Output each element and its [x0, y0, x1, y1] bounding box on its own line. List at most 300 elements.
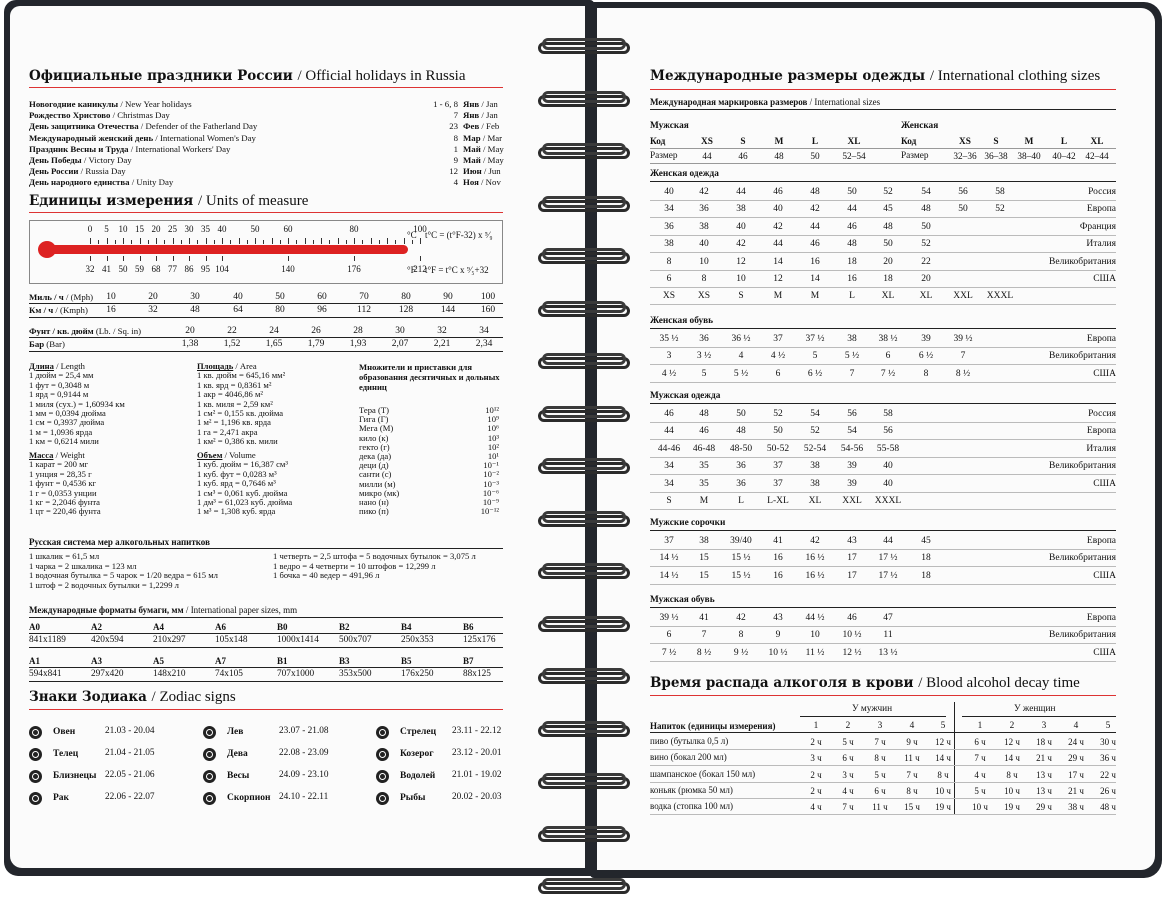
size-value: 14 ½: [659, 570, 679, 581]
divider: [650, 509, 1116, 510]
size-value: 46: [773, 187, 783, 197]
spiral-coil: [538, 301, 630, 321]
size-value: 50: [883, 239, 893, 250]
mph-value: 40: [233, 292, 243, 302]
label-ru: Миль / ч: [29, 292, 64, 302]
men-hours: 12 ч: [935, 737, 951, 747]
spiral-coil: [538, 91, 630, 111]
paper-format: B5: [401, 656, 412, 666]
aries-icon: [29, 726, 42, 739]
marking-code-label: Код: [650, 137, 666, 147]
tick-mark: [263, 240, 264, 244]
divider: [650, 382, 1116, 383]
holiday-month-en: / Mar: [480, 132, 503, 143]
size-value: 56: [847, 409, 857, 419]
women-code: XL: [1090, 137, 1104, 147]
country-label: Италия: [1086, 443, 1116, 454]
coil-loop: [542, 563, 626, 575]
women-hours: 13 ч: [1036, 785, 1052, 796]
women-hours: 19 ч: [1004, 802, 1020, 813]
size-value: 6 ½: [918, 351, 934, 362]
bar-value: 1,38: [181, 339, 199, 349]
kmh-value: 160: [480, 305, 496, 315]
women-hours: 14 ч: [1004, 753, 1020, 764]
prefix-name: Тера (Т): [359, 405, 389, 415]
size-value: 15 ½: [731, 570, 751, 581]
divider: [650, 732, 1116, 733]
size-value: 44: [847, 204, 857, 215]
size-value: 16: [773, 570, 783, 581]
size-value: 56: [883, 426, 893, 437]
divider: [650, 661, 1116, 662]
coil-loop: [542, 721, 626, 733]
prefix-name: пико (п): [359, 506, 389, 517]
zodiac-dates: 24.09 - 23.10: [279, 770, 329, 780]
divider: [650, 457, 1116, 458]
divider: [650, 492, 1116, 493]
psi-value: 32: [437, 326, 447, 336]
area-group-heading-ru: Площадь: [197, 361, 234, 371]
prefix-power: 10¹: [487, 451, 499, 461]
mass-group-line: 1 цт = 220,46 фунта: [29, 506, 101, 517]
size-value: 16: [847, 274, 857, 284]
size-value: S: [738, 291, 744, 302]
size-value: 4: [738, 351, 744, 362]
mph-value: 60: [317, 292, 327, 302]
area-group-line: 1 см² = 0,155 кв. дюйма: [197, 408, 284, 419]
count-header: 5: [940, 721, 946, 731]
size-value: 15: [699, 553, 709, 564]
coil-loop: [542, 143, 626, 155]
size-value: 16: [773, 553, 783, 564]
women-code: L: [1060, 137, 1068, 147]
country-label: Великобритания: [1049, 351, 1116, 362]
drink-name: шампанское (бокал 150 мл): [650, 768, 756, 779]
section-heading: Мужские сорочки: [650, 518, 726, 528]
size-value: 44: [736, 187, 746, 197]
divider: [650, 148, 1116, 149]
prefix-name: дека (да): [359, 451, 392, 461]
size-value: XXL: [842, 496, 862, 506]
men-code: L: [811, 137, 819, 147]
prefix-name: санти (с): [359, 469, 392, 480]
paper-size: 210x297: [153, 635, 186, 645]
men-hours: 3 ч: [842, 769, 854, 780]
holiday-row: [29, 121, 257, 131]
size-value: 5 ½: [844, 351, 860, 362]
divider: [650, 163, 1116, 164]
alcohol-line: 1 шкалик = 61,5 мл: [29, 551, 100, 561]
size-value: 34: [664, 204, 674, 215]
kmh-value: 48: [190, 305, 200, 315]
women-hours: 6 ч: [974, 737, 986, 747]
size-value: 18: [883, 274, 893, 284]
divider: [650, 403, 1116, 404]
prefix-power: 10⁻⁹: [482, 497, 499, 507]
size-value: 36 ½: [731, 334, 751, 344]
zodiac-dates: 23.11 - 22.12: [452, 726, 502, 736]
size-value: 54-56: [840, 443, 864, 454]
country-label: Великобритания: [1049, 461, 1116, 472]
holiday-day: 1 - 6, 8: [433, 99, 458, 109]
size-value: 11: [883, 630, 893, 641]
size-value: 38: [847, 334, 857, 344]
zodiac-dates: 24.10 - 22.11: [279, 792, 329, 802]
holiday-month-en: / Jun: [481, 166, 501, 177]
count-header: 4: [1073, 721, 1079, 731]
size-value: XXXL: [986, 291, 1014, 302]
icon-glyph: [379, 729, 386, 736]
women-hours: 7 ч: [974, 753, 986, 764]
area-group-line: 1 км² = 0,386 кв. мили: [197, 436, 278, 447]
size-value: M: [773, 291, 783, 302]
divider: [650, 328, 1116, 329]
country-label: США: [1093, 368, 1116, 379]
fahrenheit-tick: 32: [85, 264, 95, 274]
mass-group-heading-en: / Weight: [53, 450, 85, 460]
size-value: 7 ½: [880, 368, 896, 379]
women-hours: 36 ч: [1100, 753, 1116, 764]
women-hours: 4 ч: [974, 769, 986, 780]
holiday-name-en: / Unity Day: [129, 177, 174, 188]
psi-value: 30: [395, 326, 405, 336]
women-hours: 13 ч: [1036, 769, 1052, 780]
size-value: 36: [664, 221, 674, 232]
men-header: У мужчин: [852, 704, 893, 714]
size-value: 52: [773, 409, 783, 419]
psi-value: 24: [269, 326, 279, 336]
men-code: S: [740, 137, 746, 147]
coil-loop: [542, 248, 626, 260]
zodiac-name: Козерог: [400, 749, 434, 759]
holiday-month-ru: Ноя: [463, 177, 479, 188]
men-hours: 19 ч: [935, 802, 951, 813]
size-value: 52-54: [803, 443, 827, 454]
mass-group: [29, 451, 101, 517]
tick-mark: [222, 256, 223, 261]
label-ru: Бар: [29, 339, 45, 349]
marking-men-label: Мужская: [650, 121, 689, 131]
prefix-power: 10⁻¹: [483, 460, 499, 471]
zodiac-dates: 23.12 - 20.01: [452, 748, 502, 758]
size-value: 18: [921, 553, 931, 564]
paper-size: 250x353: [401, 635, 434, 645]
paper-size: 105x148: [215, 635, 248, 645]
country-label: США: [1093, 274, 1116, 284]
paper-size: 841x1189: [29, 635, 66, 645]
alcohol-line: 1 штоф = 2 водочных бутылки = 1,2299 л: [29, 579, 179, 590]
size-value: 42: [736, 239, 746, 250]
tick-mark: [148, 240, 149, 244]
icon-glyph: [206, 729, 213, 736]
coil-loop: [542, 826, 626, 838]
psi-value: 26: [311, 326, 321, 336]
zodiac-name: Лев: [227, 727, 244, 737]
size-value: 10: [736, 274, 746, 284]
size-value: 37: [773, 461, 783, 472]
icon-glyph: [379, 773, 386, 780]
divider: [650, 439, 1116, 440]
divider: [650, 549, 1116, 550]
size-value: 42: [736, 613, 746, 623]
prefix-power: 10⁻³: [483, 478, 499, 489]
holiday-month: [463, 144, 504, 154]
paper-format: A4: [153, 622, 164, 632]
length-group-heading-en: / Length: [53, 361, 85, 371]
prefix-name: деци (д): [359, 460, 389, 471]
size-value: 4 ½: [661, 368, 677, 379]
holiday-name-en: / International Women's Day: [153, 132, 256, 143]
area-group-line: 1 кв. дюйм = 645,16 мм²: [197, 370, 286, 381]
bar-value: 2,07: [391, 339, 409, 349]
size-value: 45: [921, 536, 931, 546]
divider: [650, 347, 1116, 348]
size-value: 14: [773, 256, 783, 267]
country-label: Великобритания: [1049, 630, 1116, 641]
size-value: S: [666, 496, 672, 506]
men-hours: 3 ч: [810, 753, 822, 764]
icon-glyph: [206, 751, 213, 758]
length-group-line: 1 см = 0,3937 дюйма: [29, 417, 105, 428]
area-group-line: 1 га = 2,471 акра: [197, 426, 258, 437]
tick-mark: [239, 238, 240, 244]
spiral-coil: [538, 406, 630, 426]
tick-mark: [123, 238, 124, 244]
size-value: 5: [812, 351, 818, 362]
country-label: Европа: [1086, 536, 1116, 546]
size-value: XS: [697, 291, 711, 302]
men-hours: 9 ч: [906, 737, 918, 747]
holiday-name: Праздник Весны и Труда: [29, 143, 129, 154]
kmh-value: 80: [275, 305, 285, 315]
size-value: 39 ½: [953, 334, 973, 344]
mph-value: 30: [190, 292, 200, 302]
holiday-month-en: / May: [480, 143, 504, 154]
tick-mark: [164, 240, 165, 244]
size-value: 20: [883, 256, 893, 267]
size-value: XXXL: [874, 496, 902, 506]
size-value: 35 ½: [659, 334, 679, 344]
men-hours: 5 ч: [842, 737, 854, 747]
women-size: 42–44: [1085, 152, 1109, 162]
count-header: 3: [877, 721, 883, 731]
women-hours: 48 ч: [1100, 802, 1116, 813]
divider: [650, 287, 1116, 288]
spiral-coil: [538, 616, 630, 636]
tick-mark: [107, 256, 108, 261]
size-value: M: [810, 291, 820, 302]
mph-value: 90: [443, 292, 453, 302]
size-value: XXL: [953, 291, 973, 302]
drink-name: водка (стопка 100 мл): [650, 801, 734, 812]
tick-mark: [321, 238, 322, 244]
area-group-line: 1 кв. миля = 2,59 км²: [197, 398, 273, 409]
paper-size: 125x176: [463, 635, 496, 645]
size-value: 43: [847, 536, 857, 546]
size-value: 52: [921, 239, 931, 250]
paper-format: B7: [463, 656, 474, 666]
women-code: S: [993, 137, 999, 147]
drink-header: Напиток (единицы измерения): [650, 721, 776, 731]
area-group-line: 1 акр = 4046,86 м²: [197, 389, 263, 400]
tick-mark: [313, 240, 314, 244]
kmh-value: 96: [317, 305, 327, 315]
holiday-name: День народного единства: [29, 177, 130, 188]
spiral-coil: [538, 826, 630, 846]
size-value: 7: [849, 368, 855, 379]
men-hours: 4 ч: [810, 802, 822, 813]
size-value: 6: [666, 274, 672, 284]
size-value: 38: [736, 204, 746, 215]
paper-format: B1: [277, 656, 288, 666]
paper-size: 500x707: [339, 635, 372, 645]
holiday-month-en: / Nov: [478, 177, 501, 188]
prefix-name: кило (к): [359, 432, 389, 443]
men-hours: 2 ч: [810, 769, 822, 780]
psi-value: 20: [185, 326, 195, 336]
size-value: 40: [736, 221, 746, 232]
size-value: 46: [847, 613, 857, 623]
size-value: 52: [810, 426, 820, 437]
sagittarius-icon: [376, 726, 389, 739]
zodiac-dates: 21.01 - 19.02: [452, 770, 502, 780]
divider: [962, 716, 1116, 717]
size-value: 38 ½: [878, 334, 898, 344]
divider: [29, 351, 503, 352]
divider: [650, 607, 1116, 608]
holiday-month: [463, 110, 498, 120]
women-hours: 12 ч: [1004, 737, 1020, 747]
size-value: 17: [847, 570, 857, 581]
gemini-icon: [29, 770, 42, 783]
divider: [650, 270, 1116, 271]
mass-group-line: 1 карат = 200 мг: [29, 459, 89, 470]
kmh-value: 64: [233, 305, 243, 315]
men-hours: 10 ч: [935, 785, 951, 796]
size-value: 50: [773, 426, 783, 437]
row-label: [29, 305, 88, 315]
icon-glyph: [32, 795, 39, 802]
holiday-name: Международный женский день: [29, 132, 154, 143]
tick-mark: [222, 238, 223, 244]
tick-mark: [371, 238, 372, 244]
size-value: 54: [810, 409, 820, 419]
size-value: 48: [699, 409, 709, 419]
bac-title: Время распада алкоголя в крови / Blood alcohol decay time: [650, 675, 1080, 691]
tick-mark: [247, 240, 248, 244]
women-hours: 30 ч: [1100, 737, 1116, 747]
volume-group-line: 1 м³ = 1,308 куб. ярда: [197, 506, 276, 517]
prefix-heading: Множители и приставки для образования десятичных и дольных единиц: [359, 362, 500, 392]
tick-mark: [420, 238, 421, 244]
holiday-day: 8: [453, 132, 458, 143]
divider: [29, 317, 503, 318]
size-value: 46: [810, 239, 820, 250]
women-size: 32–36: [953, 152, 977, 162]
kmh-value: 16: [106, 305, 116, 315]
size-value: 15: [699, 570, 709, 581]
size-value: XS: [662, 291, 676, 302]
marking-size-label: Размер: [650, 151, 678, 161]
size-value: 13 ½: [878, 647, 898, 658]
tick-mark: [173, 238, 174, 244]
holiday-month-ru: Янв: [463, 99, 480, 109]
label-en: / (Mph): [63, 292, 94, 302]
mph-value: 100: [480, 292, 496, 302]
divider: [650, 181, 1116, 182]
women-hours: 21 ч: [1068, 785, 1084, 796]
marking-heading: Международная маркировка размеров / International sizes: [650, 97, 881, 107]
country-label: Россия: [1088, 187, 1116, 197]
celsius-tick: 60: [283, 224, 293, 234]
paper-size: 1000x1414: [277, 635, 319, 645]
divider: [650, 200, 1116, 201]
length-group-line: 1 ярд = 0,9144 м: [29, 389, 89, 400]
size-value: 8: [923, 368, 929, 379]
bar-value: 1,65: [265, 339, 283, 349]
size-value: 40: [699, 239, 709, 250]
capricorn-icon: [376, 748, 389, 761]
men-size: 44: [702, 152, 712, 162]
size-value: 43: [773, 613, 783, 623]
holiday-row: [29, 144, 230, 154]
tick-mark: [387, 238, 388, 244]
size-value: 12: [736, 256, 746, 267]
divider: [650, 626, 1116, 627]
row-label: [29, 339, 65, 349]
men-code: M: [774, 137, 784, 147]
spiral-coil: [538, 668, 630, 688]
size-value: 50-52: [766, 443, 790, 454]
size-value: 20: [921, 274, 931, 284]
women-hours: 29 ч: [1036, 802, 1052, 813]
size-value: 40: [883, 478, 893, 489]
size-value: 5 ½: [733, 368, 749, 379]
tick-mark: [156, 238, 157, 244]
size-value: 48: [883, 221, 893, 232]
divider: [650, 364, 1116, 365]
scorpio-icon: [203, 792, 216, 805]
divider: [650, 530, 1116, 531]
mass-group-line: 1 кг = 2,2046 фунта: [29, 497, 100, 508]
size-value: 44: [883, 536, 893, 546]
holiday-month: [463, 155, 504, 165]
men-size: 50: [810, 152, 820, 162]
length-group: [29, 362, 125, 447]
size-value: 46: [847, 221, 857, 232]
women-hours: 5 ч: [974, 785, 986, 796]
size-value: 46-48: [692, 443, 716, 454]
bar-value: 1,79: [307, 339, 325, 349]
divider: [29, 647, 503, 648]
size-value: 42: [773, 221, 783, 232]
size-value: 18: [921, 570, 931, 581]
spiral-coil: [538, 196, 630, 216]
volume-group-heading-en: / Volume: [222, 450, 256, 460]
leo-icon: [203, 726, 216, 739]
spiral-coil: [538, 248, 630, 268]
icon-glyph: [206, 773, 213, 780]
units-title: Единицы измерения / Units of measure: [29, 193, 309, 209]
spiral-coil: [538, 721, 630, 741]
size-value: 35: [699, 478, 709, 489]
size-value: 39/40: [730, 536, 752, 546]
men-hours: 8 ч: [937, 769, 949, 780]
label-ru: Фунт / кв. дюйм: [29, 326, 94, 336]
pisces-icon: [376, 792, 389, 805]
size-value: XL: [808, 496, 822, 506]
size-value: 48: [736, 426, 746, 437]
